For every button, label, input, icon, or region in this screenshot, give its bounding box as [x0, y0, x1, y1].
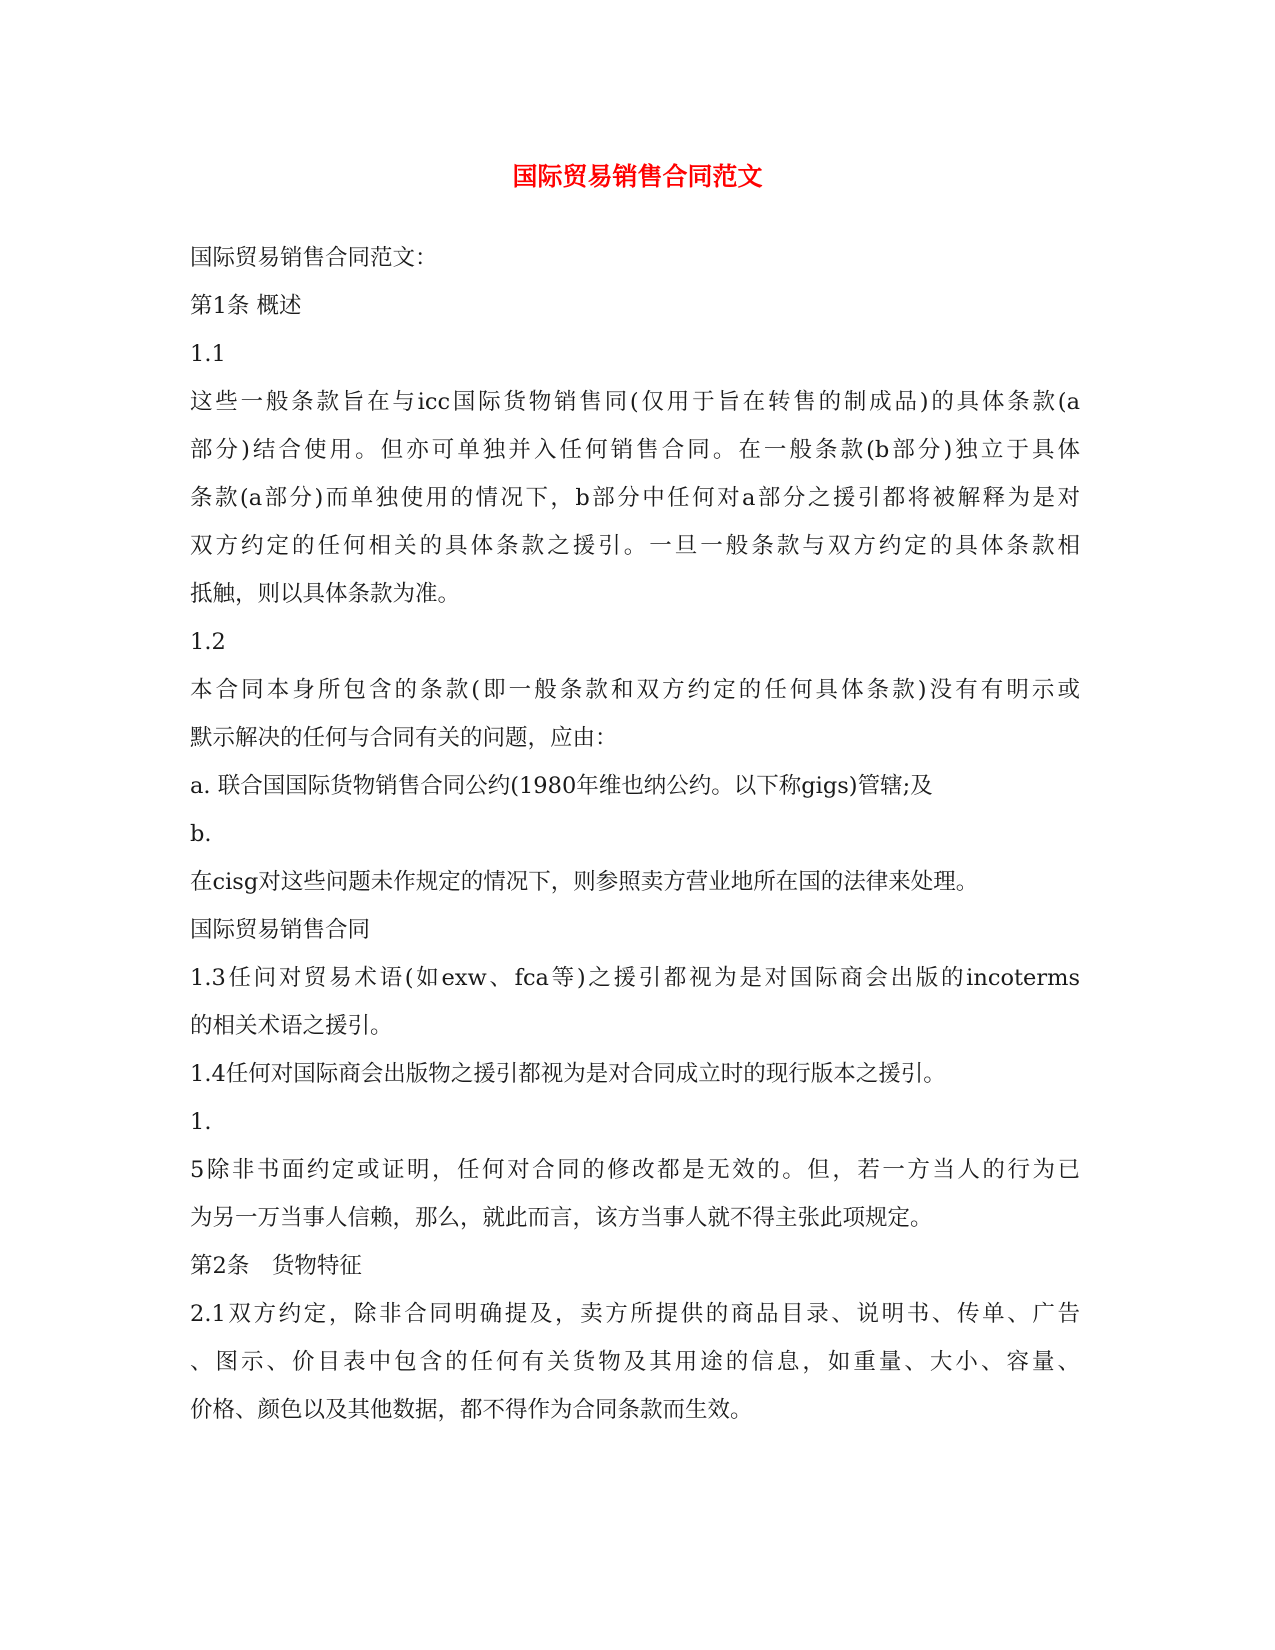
document-title: 国际贸易销售合同范文 [512, 162, 763, 191]
clause-1-3-line-1: 1.3任问对贸易术语(如exw、fca等)之援引都视为是对国际商会出版的incoterms [190, 965, 1080, 991]
clause-1-1-line-2: 部分)结合使用。但亦可单独并入任何销售合同。在一般条款(b部分)独立于具体 [190, 437, 1080, 463]
clause-1-5-line-2: 为另一万当事人信赖，那么，就此而言，该方当事人就不得主张此项规定。 [190, 1205, 933, 1231]
clause-1-4: 1.4任何对国际商会出版物之援引都视为是对合同成立时的现行版本之援引。 [190, 1061, 946, 1087]
clause-1-1-number: 1.1 [190, 341, 226, 367]
document-body [190, 234, 1080, 1434]
clause-1-2-item-b-label: b. [190, 821, 212, 847]
clause-1-2-number: 1.2 [190, 629, 226, 655]
clause-1-2-line-1: 本合同本身所包含的条款(即一般条款和双方约定的任何具体条款)没有有明示或 [190, 677, 1080, 703]
clause-1-3-line-2: 的相关术语之援引。 [190, 1013, 393, 1039]
clause-1-5-line-1: 5除非书面约定或证明，任何对合同的修改都是无效的。但，若一方当人的行为已 [190, 1157, 1080, 1183]
clause-1-1-line-1: 这些一般条款旨在与icc国际货物销售同(仅用于旨在转售的制成品)的具体条款(a [190, 389, 1080, 415]
clause-1-2-item-a: a. 联合国国际货物销售合同公约(1980年维也纳公约。以下称gigs)管辖;及 [190, 773, 933, 799]
clause-1-1-line-4: 双方约定的任何相关的具体条款之援引。一旦一般条款与双方约定的具体条款相 [190, 533, 1080, 559]
clause-2-1-line-1: 2.1双方约定，除非合同明确提及，卖方所提供的商品目录、说明书、传单、广告 [190, 1301, 1080, 1327]
article-1-heading: 第1条 概述 [190, 293, 302, 319]
clause-1-2-line-2: 默示解决的任何与合同有关的问题，应由： [190, 725, 618, 751]
text-line-intro: 国际贸易销售合同范文： [190, 245, 438, 271]
article-2-heading: 第2条 货物特征 [190, 1253, 362, 1279]
clause-2-1-line-3: 价格、颜色以及其他数据，都不得作为合同条款而生效。 [190, 1397, 753, 1423]
clause-1-2-item-b-text: 在cisg对这些问题未作规定的情况下，则参照卖方营业地所在国的法律来处理。 [190, 869, 979, 895]
clause-1-1-line-5: 抵触，则以具体条款为准。 [190, 581, 461, 607]
clause-2-1-line-2: 、图示、价目表中包含的任何有关货物及其用途的信息，如重量、大小、容量、 [190, 1349, 1080, 1375]
section-caption: 国际贸易销售合同 [190, 917, 371, 943]
clause-1-1-line-3: 条款(a部分)而单独使用的情况下，b部分中任何对a部分之援引都将被解释为是对 [190, 485, 1080, 511]
clause-1-5-number: 1. [190, 1109, 212, 1135]
